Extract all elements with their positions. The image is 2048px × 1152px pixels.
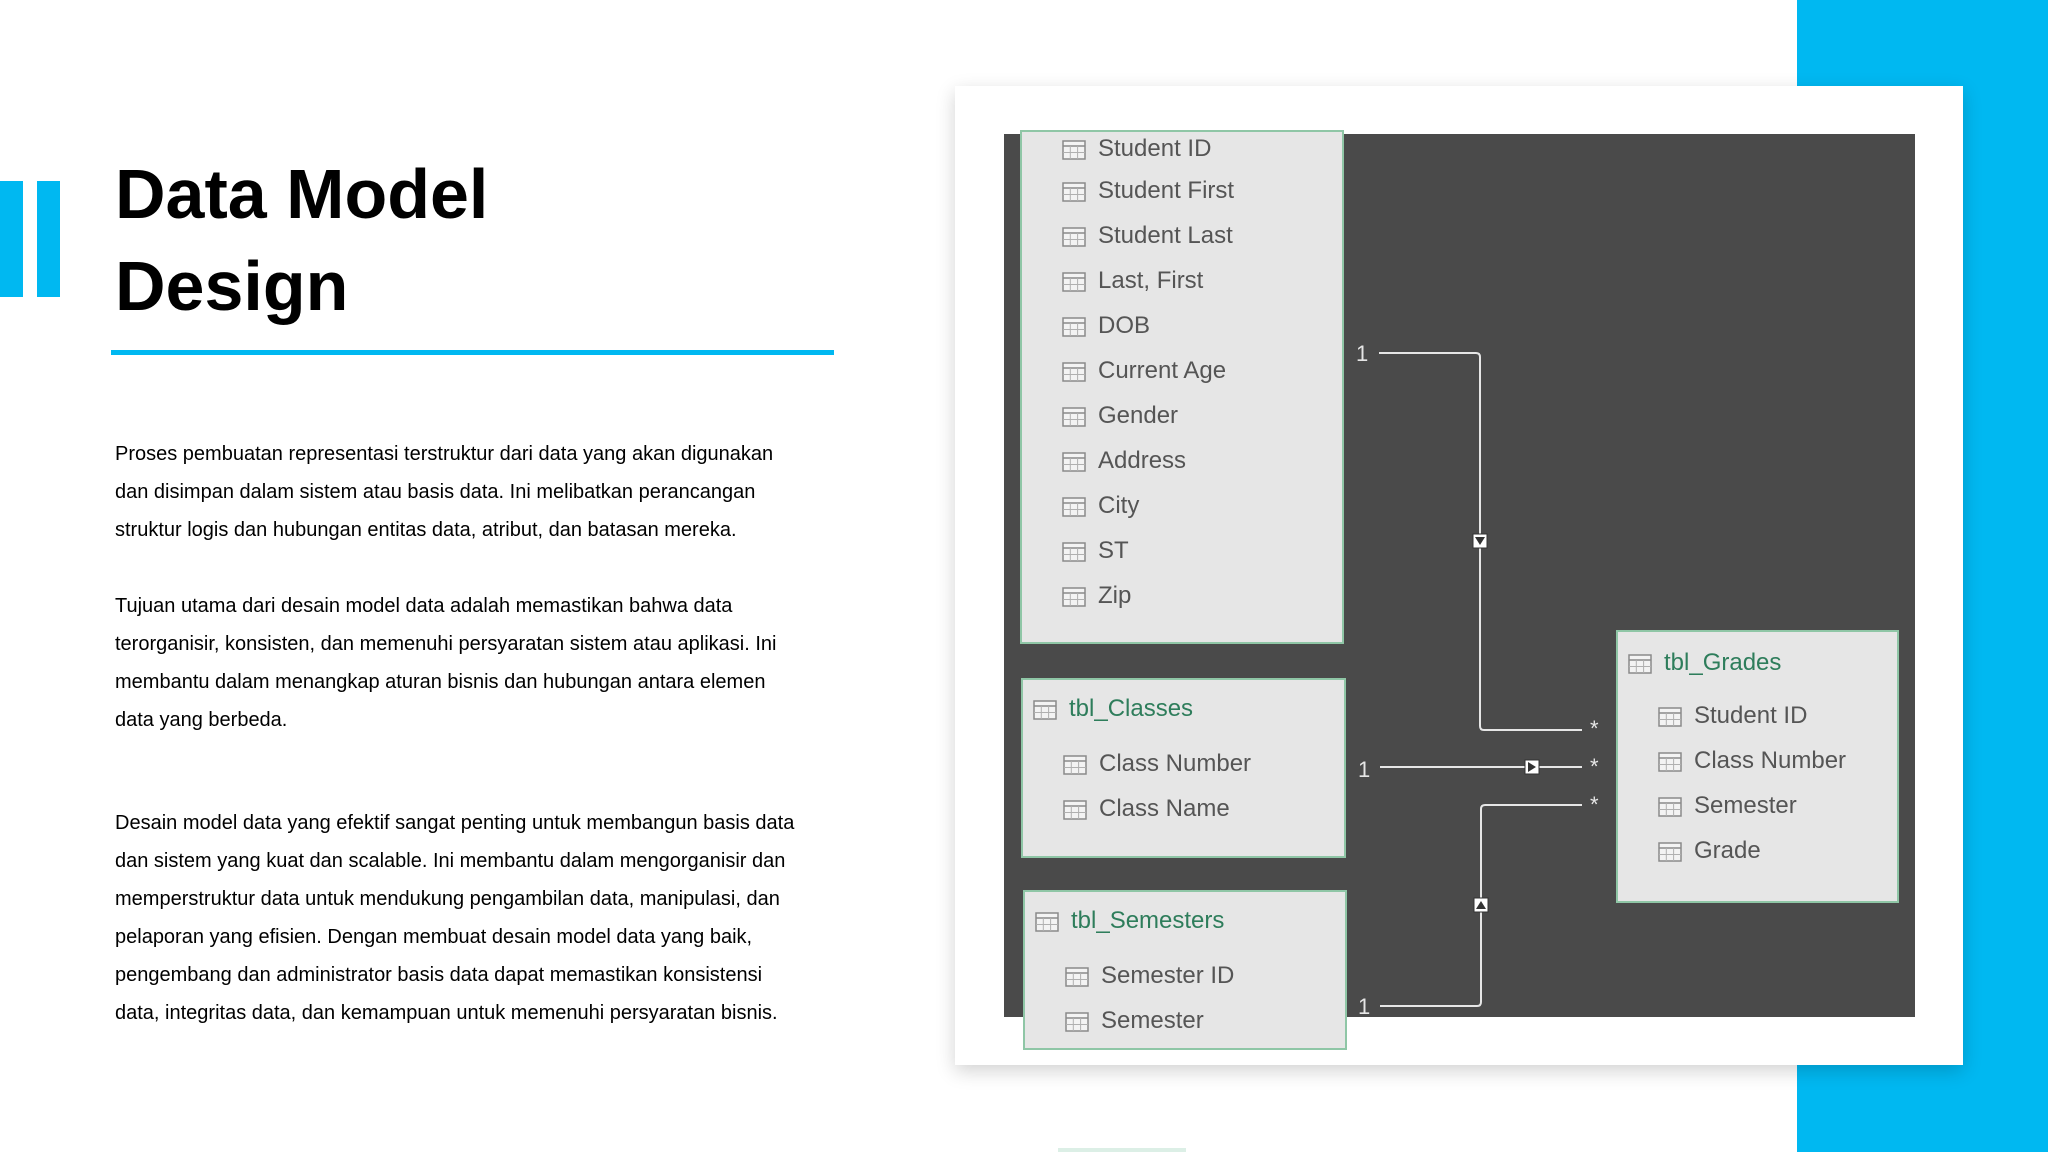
data-model-diagram [1004, 134, 1915, 1034]
field-label: Class Name [1099, 795, 1230, 822]
paragraph-line: memperstruktur data untuk mendukung pengambilan data, manipulasi, dan [115, 888, 780, 910]
paragraph-line: dan sistem yang kuat dan scalable. Ini membantu dalam mengorganisir dan [115, 850, 786, 872]
field-label: Class Number [1099, 750, 1252, 777]
field-label: Address [1098, 447, 1187, 474]
field-label: City [1098, 492, 1140, 519]
field-label: Zip [1098, 582, 1132, 609]
accent-bar-right [37, 181, 60, 297]
field-label: Class Number [1694, 747, 1847, 774]
slide-title [115, 148, 488, 332]
accent-bar-left [0, 181, 23, 297]
field-label: Student Last [1098, 222, 1233, 249]
relationship-many-label: * [1590, 716, 1599, 741]
paragraph-definition [115, 435, 845, 549]
field-label: Gender [1098, 402, 1179, 429]
table-title-label: tbl_Classes [1069, 695, 1194, 722]
paragraph-importance [115, 804, 845, 1032]
filter-arrow-up-icon [1474, 898, 1488, 912]
relationship-one-label: 1 [1358, 757, 1371, 782]
paragraph-line: pelaporan yang efisien. Dengan membuat desain model data yang baik, [115, 926, 753, 948]
relationship-many-label: * [1590, 754, 1599, 779]
paragraph-line: Desain model data yang efektif sangat penting untuk membangun basis data [115, 812, 795, 834]
relationship-lines [1004, 134, 1915, 1017]
filter-arrow-right-icon [1525, 760, 1539, 774]
field-label: ST [1098, 537, 1129, 564]
paragraph-line: data, integritas data, dan kemampuan untuk memenuhi persyaratan bisnis. [115, 1002, 778, 1024]
paragraph-line: pengembang dan administrator basis data dapat memastikan konsistensi [115, 964, 763, 986]
field-label: Current Age [1098, 357, 1227, 384]
field-label: Student ID [1694, 702, 1808, 729]
field-label: Student First [1098, 177, 1235, 204]
field-label: Semester [1101, 1007, 1204, 1034]
field-label: Last, First [1098, 267, 1204, 294]
relationship-many-label: * [1590, 792, 1599, 817]
paragraph-line: terorganisir, konsisten, dan memenuhi persyaratan sistem atau aplikasi. Ini [115, 633, 777, 655]
field-label: Grade [1694, 837, 1761, 864]
field-label: Semester [1694, 792, 1797, 819]
paragraph-line: data yang berbeda. [115, 709, 288, 731]
title-line: Data Model [115, 155, 489, 233]
filter-arrow-down-icon [1473, 534, 1487, 548]
table-title-label: tbl_Semesters [1071, 907, 1225, 934]
paragraph-goal [115, 587, 845, 739]
paragraph-line: Proses pembuatan representasi terstruktur dari data yang akan digunakan [115, 443, 774, 465]
paragraph-line: Tujuan utama dari desain model data adalah memastikan bahwa data [115, 595, 733, 617]
title-line: Design [115, 247, 349, 325]
card-bottom-tab [1058, 1148, 1186, 1152]
table-title-label: tbl_Grades [1664, 649, 1782, 676]
field-label: Semester ID [1101, 962, 1235, 989]
paragraph-line: struktur logis dan hubungan entitas data, atribut, dan batasan mereka. [115, 519, 737, 541]
paragraph-line: membantu dalam menangkap aturan bisnis dan hubungan antara elemen [115, 671, 766, 693]
paragraph-line: dan disimpan dalam sistem atau basis data. Ini melibatkan perancangan [115, 481, 756, 503]
field-label: DOB [1098, 312, 1151, 339]
relationship-one-label: 1 [1356, 341, 1369, 366]
field-label: Student ID [1098, 135, 1212, 162]
relationship-one-label: 1 [1358, 994, 1371, 1019]
title-underline [111, 350, 834, 355]
